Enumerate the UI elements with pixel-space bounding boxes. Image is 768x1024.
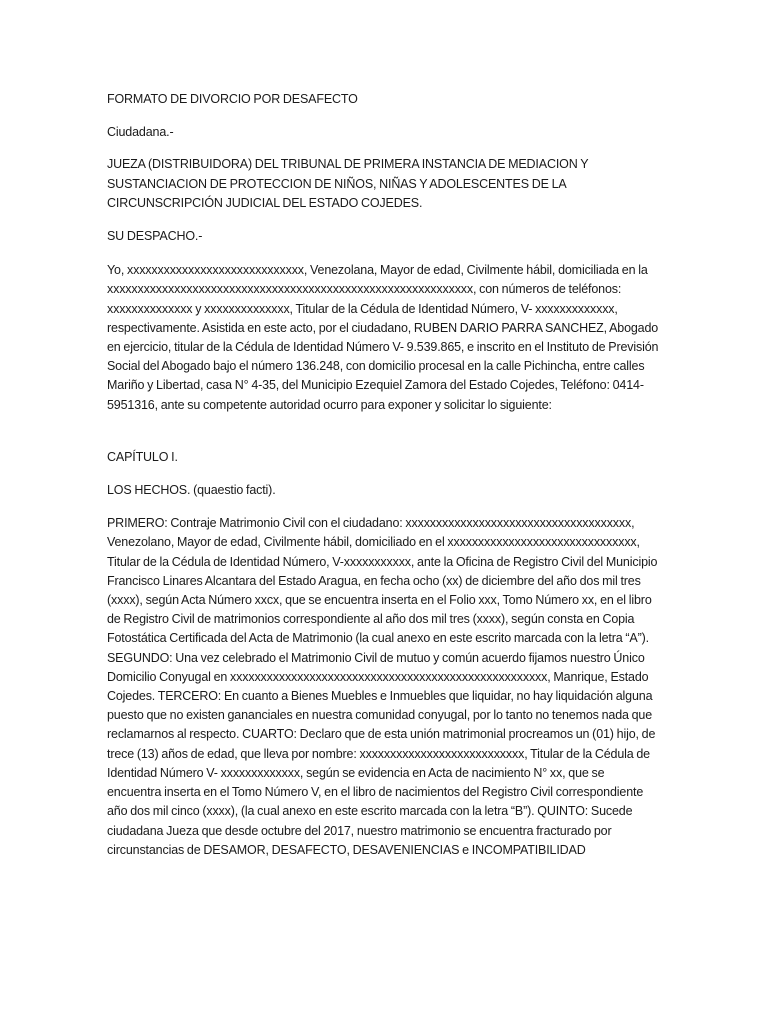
facts-paragraph: PRIMERO: Contraje Matrimonio Civil con el ciudadano: xxxxxxxxxxxxxxxxxxxxxxxxxxxxxxxxxxxxx, Venezolano, Mayor de edad, Civilmente hábil, domiciliado en el xxxxxxxxxxxxxxxxxxxxxxxxxxxxxxx, Titular de la Cédula de Identidad Número, V-xxxxxxxxxxx, ante la Oficina de Registro Civil del Municipio Francisco Linares Alcantara del Estado Aragua, en fecha ocho (xx) de diciembre del año dos mil tres (xxxx), según Acta Número xxcx, que se encuentra inserta en el Folio xxx, Tomo Número xx, en el libro de Registro Civil de matrimonios correspondiente al año dos mil tres (xxxx), según consta en Copia Fotostática Certificada del Acta de Matrimonio (la cual anexo en este escrito marcada con la letra “A”). SEGUNDO: Una vez celebrado el Matrimonio Civil de mutuo y común acuerdo fijamos nuestro Único Domicilio Conyugal en xxxxxxxxxxxxxxxxxxxxxxxxxxxxxxxxxxxxxxxxxxxxxxxxxxxx, Manrique, Estado Cojedes. TERCERO: En cuanto a Bienes Muebles e Inmuebles que liquidar, no hay liquidación alguna puesto que no existen gananciales en nuestra comunidad conyugal, por lo tanto no tenemos nada que reclamarnos al respecto. CUARTO: Declaro que de esta unión matrimonial procreamos un (01) hijo, de trece (13) años de edad, que lleva por nombre: xxxxxxxxxxxxxxxxxxxxxxxxxxx, Titular de la Cédula de Identidad Número V- xxxxxxxxxxxxx, según se evidencia en Acta de nacimiento N° xx, que se encuentra inserta en el Tomo Número V, en el libro de nacimientos del Registro Civil correspondiente año dos mil cinco (xxxx), (la cual anexo en este escrito marcada con la letra “B”). QUINTO: Sucede ciudadana Jueza que desde octubre del 2017, nuestro matrimonio se encuentra fracturado por circunstancias de DESAMOR, DESAFECTO, DESAVENIENCIAS e INCOMPATIBILIDAD	[107, 516, 658, 857]
chapter-subtitle: LOS HECHOS. (quaestio facti).	[107, 483, 276, 498]
chapter-heading: CAPÍTULO I.	[107, 449, 178, 464]
addressee-paragraph: JUEZA (DISTRIBUIDORA) DEL TRIBUNAL DE PRIMERA INSTANCIA DE MEDIACION Y SUSTANCIACION DE PROTECCION DE NIÑOS, NIÑAS Y ADOLESCENTES DE LA CIRCUNSCRIPCIÓN JUDICIAL DEL ESTADO COJEDES.	[107, 157, 589, 210]
intro-paragraph: Yo, xxxxxxxxxxxxxxxxxxxxxxxxxxxxx, Venezolana, Mayor de edad, Civilmente hábil, domiciliada en la xxxxxxxxxxxxxxxxxxxxxxxxxxxxxxxxxxxxxxxxxxxxxxxxxxxxxxxxxxxx, con números de teléfonos: xxxxxxxxxxxxxx y xxxxxxxxxxxxxx, Titular de la Cédula de Identidad Número, V- xxxxxxxxxxxxx, respectivamente. Asistida en este acto, por el ciudadano, RUBEN DARIO PARRA SANCHEZ, Abogado en ejercicio, titular de la Cédula de Identidad Número V- 9.539.865, e inscrito en el Instituto de Previsión Social del Abogado bajo el número 136.248, con domicilio procesal en la calle Pichincha, entre calles Mariño y Libertad, casa N° 4-35, del Municipio Ezequiel Zamora del Estado Cojedes, Teléfono: 0414-5951316, ante su competente autoridad ocurro para exponer y solicitar lo siguiente:	[107, 263, 659, 412]
document-title: FORMATO DE DIVORCIO POR DESAFECTO	[107, 92, 358, 106]
document-page	[107, 90, 659, 860]
addressee-label: Ciudadana.-	[107, 125, 174, 140]
despacho-heading: SU DESPACHO.-	[107, 229, 203, 244]
